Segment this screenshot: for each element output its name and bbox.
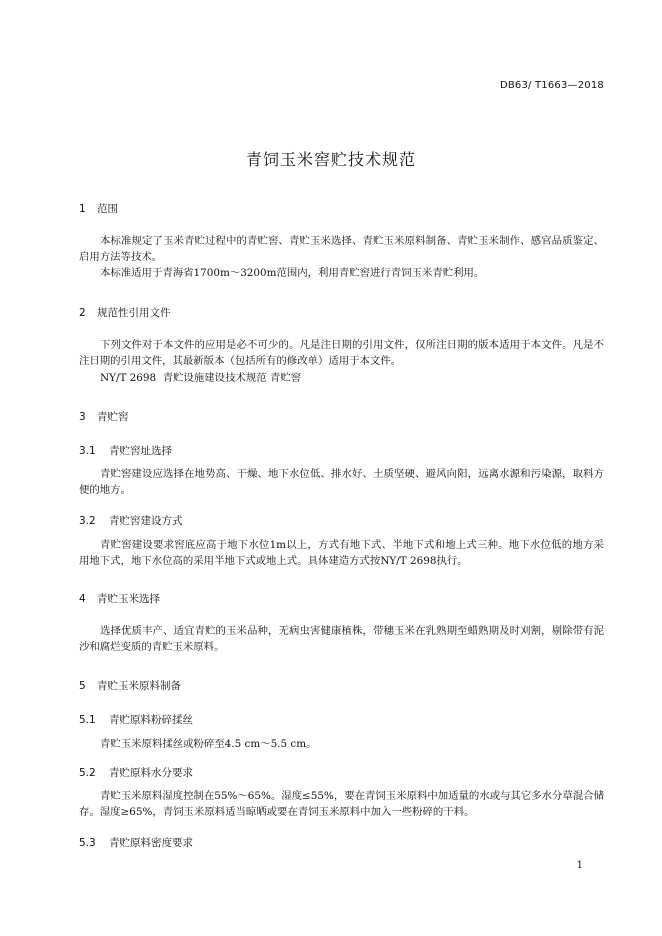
standard-code: DB63/ T1663—2018 xyxy=(499,80,604,91)
section-4-paragraph: 选择优质丰产、适宜青贮的玉米品种，无病虫害健康植株，带穗玉米在乳熟期至蜡熟期及时刈割，剔除带有泥沙和腐烂变质的青贮玉米原料。 xyxy=(79,625,604,653)
normative-reference: NY/T 2698 青贮设施建设技术规范 青贮窖 xyxy=(100,372,302,384)
section-3-2-paragraph: 青贮窖建设要求窖底应高于地下水位1m以上，方式有地下式、半地下式和地上式三种。地下水位低的地方采用地下式，地下水位高的采用半地下式或地上式。具体建造方式按NY/T 2698执行。 xyxy=(79,539,604,567)
section-number: 3 xyxy=(79,411,86,423)
section-title: 青贮玉米选择 xyxy=(97,593,160,605)
section-3-2-heading xyxy=(79,513,183,528)
section-1-paragraph-2: 本标准适用于青海省1700m～3200m范围内，利用青贮窖进行青饲玉米青贮利用。 xyxy=(100,267,485,279)
subsection-number: 5.3 xyxy=(79,837,96,849)
section-2-paragraph-1: 下列文件对于本文件的应用是必不可少的。凡是注日期的引用文件，仅所注日期的版本适用于本文件。凡是不注日期的引用文件，其最新版本（包括所有的修改单）适用于本文件。 xyxy=(79,339,604,367)
section-title: 范围 xyxy=(97,203,118,215)
section-2-heading xyxy=(79,305,171,320)
subsection-number: 3.1 xyxy=(79,445,96,457)
subsection-number: 5.1 xyxy=(79,714,96,726)
section-number: 4 xyxy=(79,593,86,605)
section-number: 5 xyxy=(79,680,86,692)
section-3-1-heading xyxy=(79,443,172,458)
subsection-number: 3.2 xyxy=(79,515,96,527)
section-4-heading xyxy=(79,591,160,606)
subsection-title: 青贮窖建设方式 xyxy=(109,515,183,527)
subsection-title: 青贮原料水分要求 xyxy=(109,767,193,779)
section-number: 1 xyxy=(79,203,86,215)
section-title: 青贮窖 xyxy=(97,411,129,423)
page-number: 1 xyxy=(576,860,583,871)
section-5-1-paragraph: 青贮玉米原料揉丝或粉碎至4.5 cm～5.5 cm。 xyxy=(100,738,317,750)
section-5-2-paragraph: 青贮玉米原料湿度控制在55%～65%。湿度≤55%，要在青饲玉米原料中加适量的水或与其它多水分草混合储存。湿度≥65%，青饲玉米原料适当晾晒或要在青饲玉米原料中加入一些粉碎的干料。 xyxy=(79,790,605,818)
section-number: 2 xyxy=(79,307,86,319)
section-5-3-heading xyxy=(79,835,193,850)
section-title: 规范性引用文件 xyxy=(97,307,171,319)
subsection-title: 青贮原料密度要求 xyxy=(109,837,193,849)
subsection-title: 青贮窖址选择 xyxy=(109,445,172,457)
section-5-heading xyxy=(79,678,181,693)
section-5-2-heading xyxy=(79,765,193,780)
section-3-1-paragraph: 青贮窖建设应选择在地势高、干燥、地下水位低、排水好、土质坚硬、避风向阳，远离水源和污染源，取料方便的地方。 xyxy=(79,468,604,496)
subsection-number: 5.2 xyxy=(79,767,96,779)
subsection-title: 青贮原料粉碎揉丝 xyxy=(109,714,193,726)
section-5-1-heading xyxy=(79,712,193,727)
section-3-heading xyxy=(79,409,129,424)
section-1-heading xyxy=(79,201,118,216)
section-title: 青贮玉米原料制备 xyxy=(97,680,181,692)
section-1-paragraph-1: 本标准规定了玉米青贮过程中的青贮窖、青贮玉米选择、青贮玉米原料制备、青贮玉米制作、感官品质鉴定、启用方法等技术。 xyxy=(79,235,604,263)
document-title: 青饲玉米窖贮技术规范 xyxy=(245,150,416,169)
